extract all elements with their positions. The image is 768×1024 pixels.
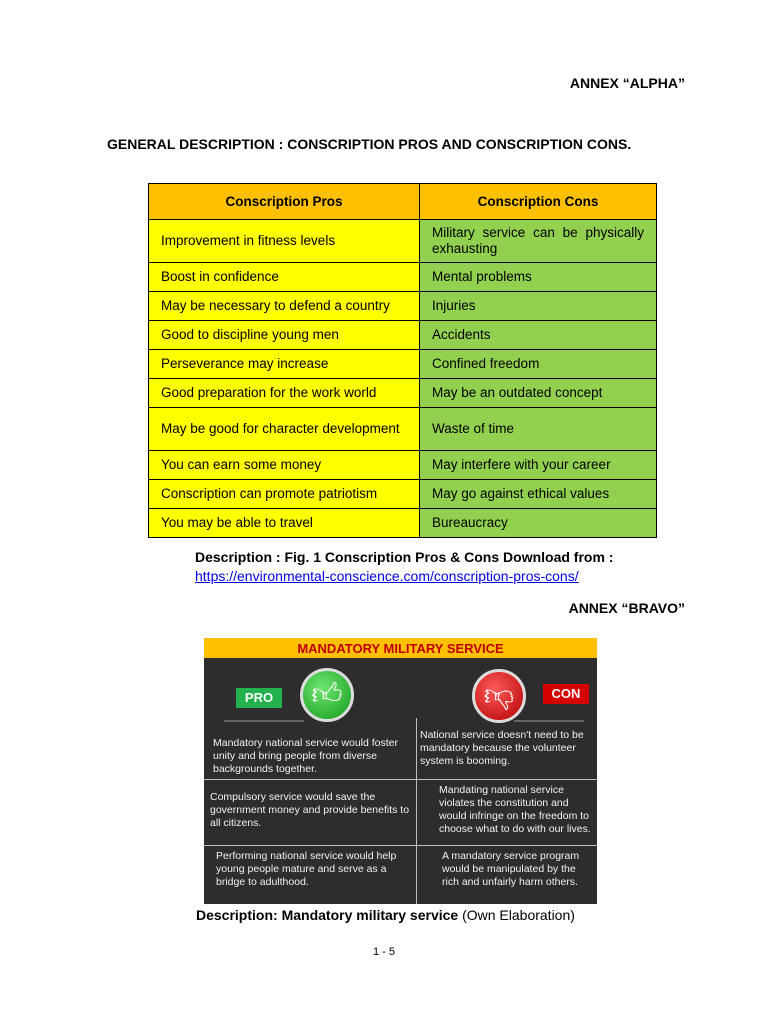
- con-cell: May go against ethical values: [420, 480, 657, 509]
- header-pros: Conscription Pros: [149, 184, 420, 220]
- con-cell: Injuries: [420, 292, 657, 321]
- pro-item: Compulsory service would save the government money and provide benefits to all citizens.: [210, 791, 410, 829]
- pro-cell: Perseverance may increase: [149, 350, 420, 379]
- table-row: [149, 321, 657, 350]
- table-row: [149, 263, 657, 292]
- row-divider: [204, 845, 597, 846]
- con-cell: Military service can be physically exhausting: [420, 220, 657, 263]
- pro-item: Mandatory national service would foster unity and bring people from diverse backgrounds together.: [213, 737, 399, 775]
- figure1-source-link[interactable]: https://environmental-conscience.com/conscription-pros-cons/: [195, 568, 579, 584]
- pro-cell: May be good for character development: [149, 408, 420, 451]
- column-divider: [416, 718, 417, 904]
- page-number: 1 - 5: [372, 946, 395, 958]
- con-item: A mandatory service program would be manipulated by the rich and unfairly harm others.: [442, 850, 580, 888]
- pro-cell: Boost in confidence: [149, 263, 420, 292]
- table-row: [149, 509, 657, 538]
- general-description-heading: GENERAL DESCRIPTION : CONSCRIPTION PROS AND CONSCRIPTION CONS.: [107, 136, 632, 152]
- pro-cell: You can earn some money: [149, 451, 420, 480]
- infographic-banner: MANDATORY MILITARY SERVICE: [204, 638, 597, 658]
- thumbs-up-icon: 👍︎: [300, 668, 354, 722]
- con-item: Mandating national service violates the constitution and would infringe on the freedom to choose what to do with our lives.: [439, 784, 591, 835]
- con-cell: May interfere with your career: [420, 451, 657, 480]
- annex-bravo-heading: ANNEX “BRAVO”: [568, 600, 685, 616]
- con-cell: Bureaucracy: [420, 509, 657, 538]
- mandatory-service-infographic: [204, 638, 597, 904]
- thumbs-down-icon: 👎︎: [472, 669, 526, 723]
- table-row: [149, 408, 657, 451]
- annex-alpha-heading: ANNEX “ALPHA”: [569, 75, 685, 91]
- con-cell: Mental problems: [420, 263, 657, 292]
- row-divider: [204, 779, 597, 780]
- con-cell: Confined freedom: [420, 350, 657, 379]
- pro-cell: Conscription can promote patriotism: [149, 480, 420, 509]
- pro-cell: Good to discipline young men: [149, 321, 420, 350]
- table-row: [149, 480, 657, 509]
- divider: [514, 720, 584, 722]
- con-item: National service doesn't need to be mandatory because the volunteer system is booming.: [420, 729, 584, 767]
- pro-item: Performing national service would help young people mature and serve as a bridge to adulthood.: [216, 850, 397, 888]
- table-row: [149, 451, 657, 480]
- table-row: [149, 350, 657, 379]
- figure2-description: [196, 907, 575, 923]
- pro-cell: You may be able to travel: [149, 509, 420, 538]
- figure1-description: Description : Fig. 1 Conscription Pros & Cons Download from :: [195, 549, 614, 565]
- header-cons: Conscription Cons: [420, 184, 657, 220]
- figure2-description-rest: (Own Elaboration): [462, 907, 575, 923]
- table-row: [149, 220, 657, 263]
- table-row: [149, 379, 657, 408]
- pro-cell: Improvement in fitness levels: [149, 220, 420, 263]
- figure2-description-bold: Description: Mandatory military service: [196, 907, 459, 923]
- pro-cell: May be necessary to defend a country: [149, 292, 420, 321]
- con-cell: Waste of time: [420, 408, 657, 451]
- pro-cell: Good preparation for the work world: [149, 379, 420, 408]
- divider: [224, 720, 304, 722]
- table-row: [149, 292, 657, 321]
- pro-badge: PRO: [236, 688, 282, 708]
- con-badge: CON: [543, 684, 589, 704]
- con-cell: May be an outdated concept: [420, 379, 657, 408]
- pros-cons-table: [148, 183, 657, 538]
- con-cell: Accidents: [420, 321, 657, 350]
